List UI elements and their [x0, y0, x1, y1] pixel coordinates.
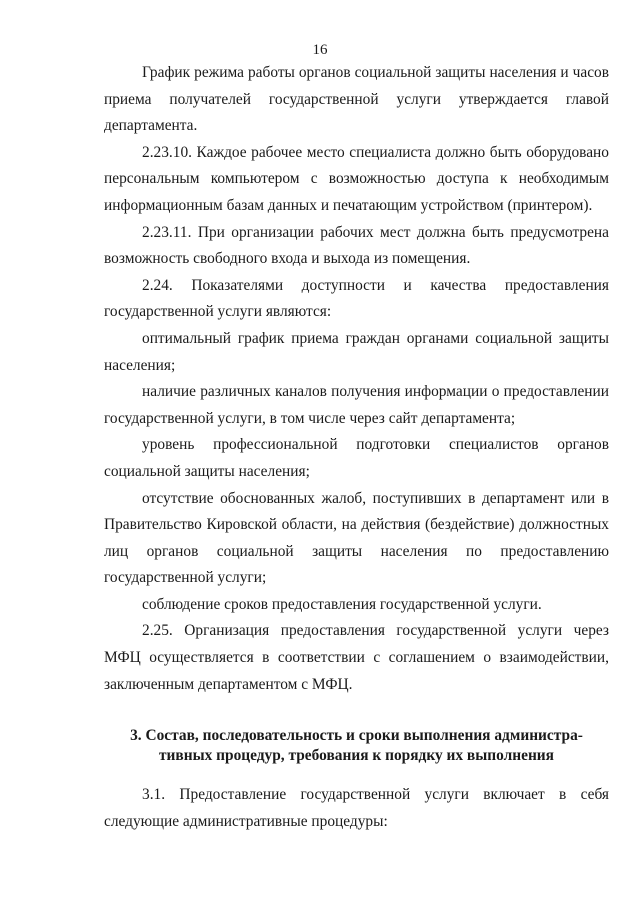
paragraph-training-level: уровень профессиональной подготовки специалистов органов социальной защиты населения;	[104, 436, 609, 480]
page-number: 16	[312, 42, 328, 58]
paragraph-no-complaints: отсутствие обоснованных жалоб, поступивших в департамент или в Правительство Кировской области, на действия (бездействие) должностных лиц органов социальной защиты населения по предоставлению государственной услуги;	[104, 489, 609, 587]
paragraph-3-1: 3.1. Предоставление государственной услуги включает в себя следующие административные процедуры:	[104, 786, 609, 830]
section-body	[104, 782, 609, 835]
paragraph-2-23-11: 2.23.11. При организации рабочих мест должна быть предусмотрена возможность свободного входа и выхода из помещения.	[104, 223, 609, 268]
section-heading-line-1: 3. Состав, последовательность и сроки выполнения администра-	[130, 727, 583, 744]
paragraph-2-24: 2.24. Показателями доступности и качества предоставления государственной услуги являются:	[104, 276, 609, 321]
section-heading	[104, 726, 609, 766]
paragraph-2-23-10: 2.23.10. Каждое рабочее место специалиста должно быть оборудовано персональным компьютером с возможностью доступа к необходимым информационным базам данных и печатающим устройством (принтером).	[104, 143, 609, 214]
paragraph-optimal-schedule: оптимальный график приема граждан органами социальной защиты населения;	[104, 329, 609, 374]
section-heading-line-2: тивных процедур, требования к порядку их выполнения	[158, 747, 554, 764]
paragraph-deadlines: соблюдение сроков предоставления государственной услуги.	[142, 595, 542, 613]
paragraph-schedule: График режима работы органов социальной защиты населения и часов приема получателей государственной услуги утверждается главой департамента.	[104, 64, 609, 135]
paragraph-info-channels: наличие различных каналов получения информации о предоставлении государственной услуги, в том числе через сайт департамента;	[104, 383, 609, 427]
paragraph-2-25: 2.25. Организация предоставления государственной услуги через МФЦ осуществляется в соответствии с соглашением о взаимодействии, заключенным департаментом с МФЦ.	[104, 622, 609, 693]
document-body	[104, 60, 609, 698]
